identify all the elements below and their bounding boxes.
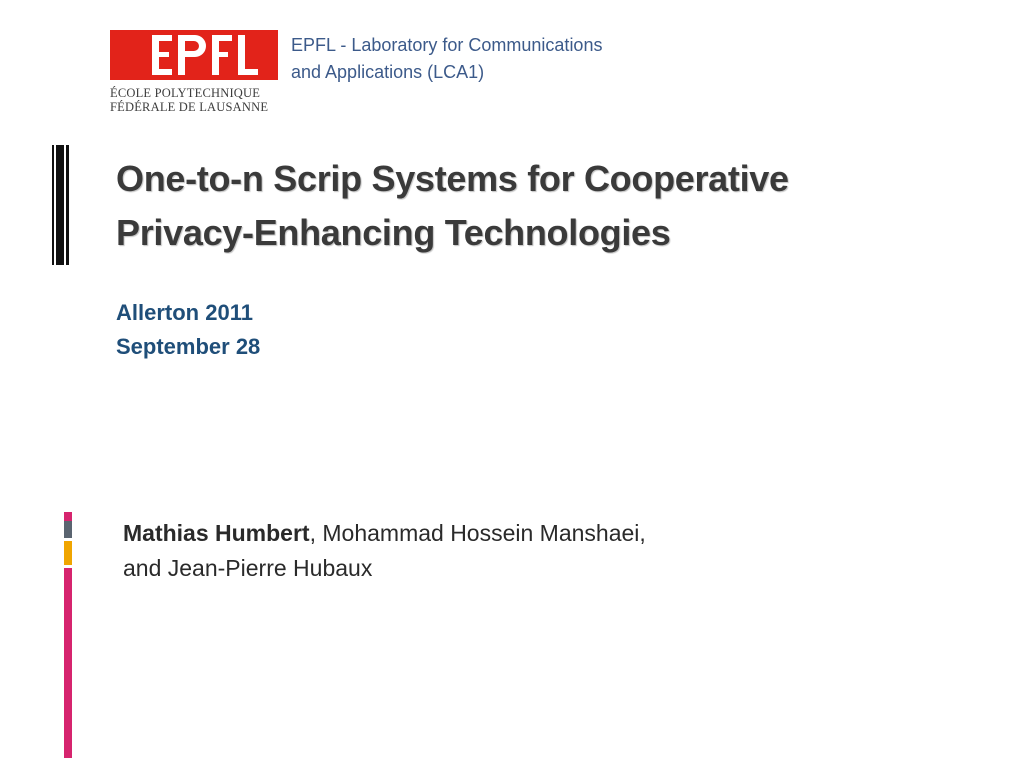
slide-title-line-2: Privacy-Enhancing Technologies [116, 212, 671, 253]
lab-affiliation-line-2: and Applications (LCA1) [291, 62, 485, 82]
accent-bar-pink [64, 512, 72, 521]
accent-bar-yellow [64, 541, 72, 565]
event-date: September 28 [116, 334, 261, 359]
author-line-1 [123, 516, 883, 551]
logo-text-line-1: ÉCOLE POLYTECHNIQUE [110, 86, 261, 100]
title-decoration-bar [66, 145, 69, 265]
event-name: Allerton 2011 [116, 300, 253, 325]
logo-text-line-2: FÉDÉRALE DE LAUSANNE [110, 100, 269, 114]
accent-bar-pink-long [64, 568, 72, 758]
epfl-logo [110, 30, 278, 114]
lab-affiliation-line-1: EPFL - Laboratory for Communications [291, 35, 603, 55]
epfl-wordmark-logo [110, 30, 278, 80]
slide-subtitle [116, 296, 260, 364]
author-line-2: and Jean-Pierre Hubaux [123, 555, 373, 581]
accent-bar-grey [64, 521, 72, 538]
title-decoration-bar [56, 145, 64, 265]
co-authors: , Mohammad Hossein Manshaei, [309, 520, 646, 546]
lead-author: Mathias Humbert [123, 520, 310, 546]
slide-title [116, 152, 996, 260]
lab-affiliation [291, 32, 711, 86]
author-list [123, 516, 883, 586]
slide-title-line-1: One-to-n Scrip Systems for Cooperative [116, 158, 789, 199]
title-decoration-bar [52, 145, 54, 265]
